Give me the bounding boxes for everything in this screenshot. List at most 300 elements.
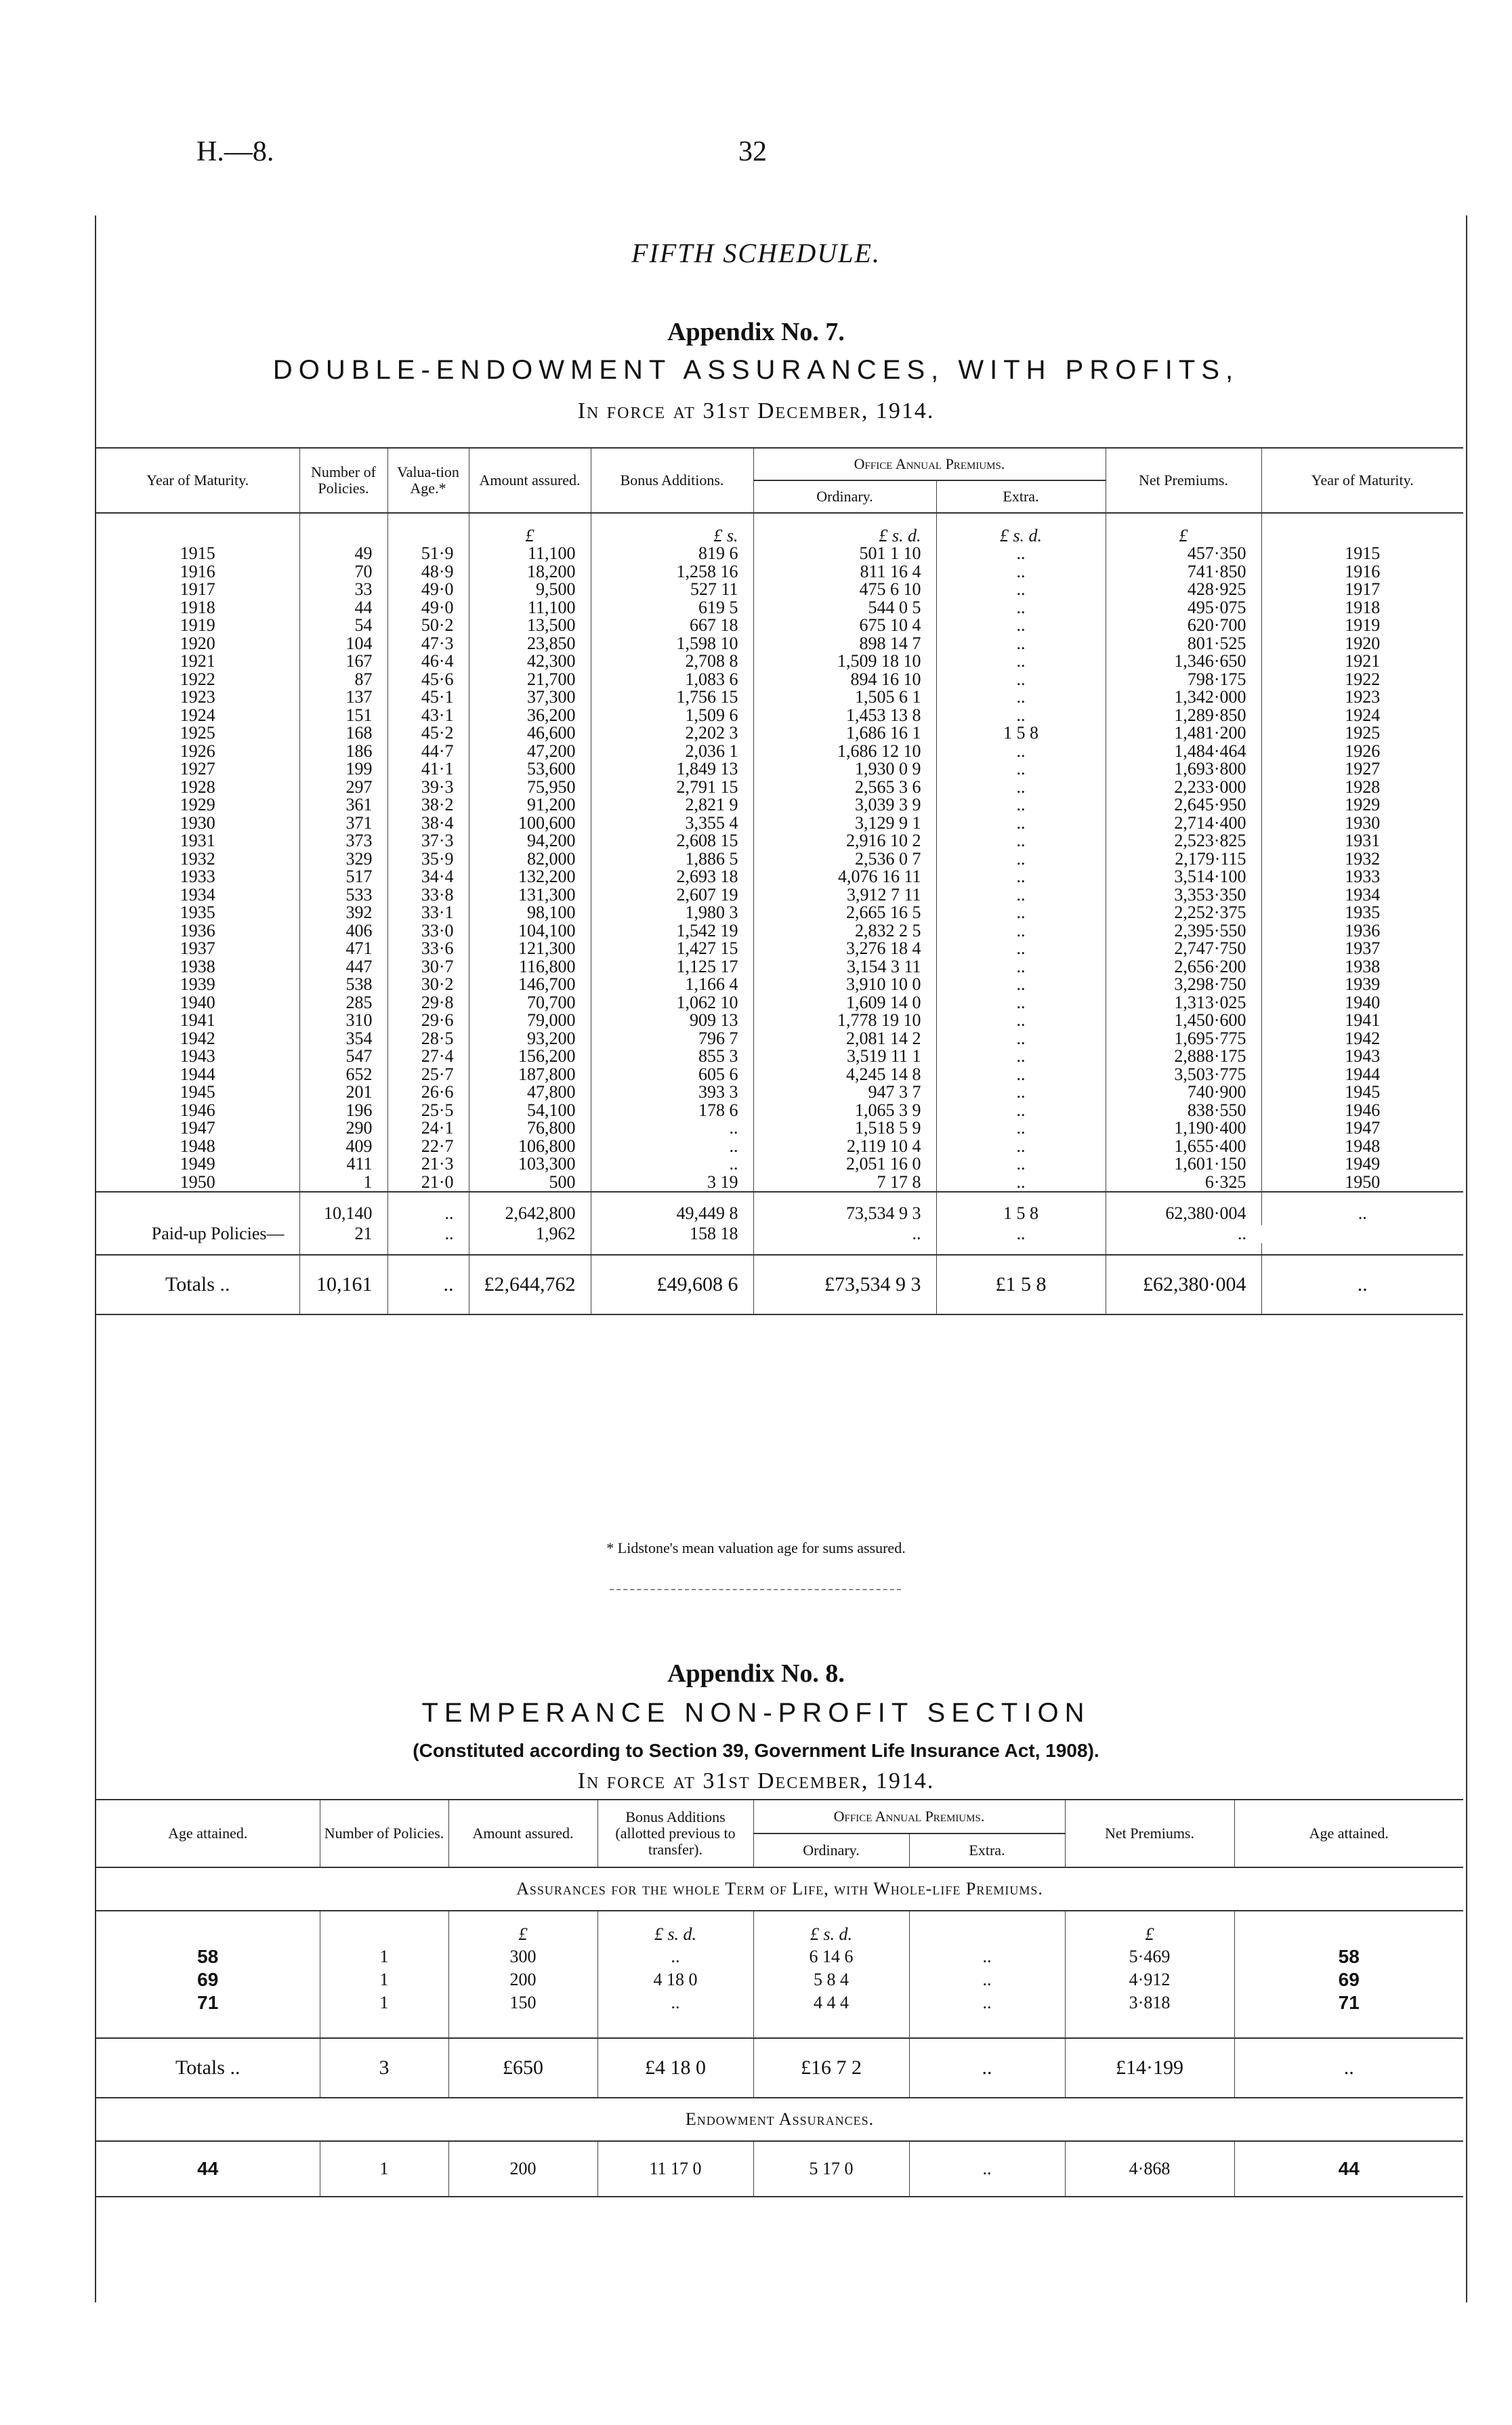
cell-net: 1,693·800 — [1106, 760, 1261, 779]
t8-totals-ordinary: £16 7 2 — [753, 2038, 909, 2098]
cell-year: 1923 — [180, 687, 215, 707]
appendix8-subtitle: In force at 31st December, 1914. — [577, 1768, 935, 1794]
col-net: Net Premiums. — [1106, 448, 1261, 513]
cell-amount: 13,500 — [469, 617, 591, 635]
cell-net: 495·075 — [1106, 599, 1261, 617]
cell-extra: .. — [936, 1012, 1106, 1030]
cell-ordinary: 3,276 18 4 — [753, 940, 936, 958]
t8-cell-amount: 200 — [448, 2141, 597, 2197]
subtotal-net: 62,380·004 — [1106, 1192, 1261, 1225]
cell-bonus: 2,693 18 — [591, 868, 753, 886]
cell-ordinary: 2,081 14 2 — [753, 1030, 936, 1048]
cell-ordinary: 1,930 0 9 — [753, 760, 936, 779]
cell-year-2: 1918 — [1261, 599, 1463, 617]
cell-ordinary: 1,509 18 10 — [753, 652, 936, 671]
cell-amount: 116,800 — [469, 958, 591, 976]
col-extra: Extra. — [936, 480, 1106, 513]
table-row — [96, 1066, 1463, 1084]
cell-valuation-age: 37·3 — [387, 832, 469, 850]
cell-year-2: 1947 — [1261, 1119, 1463, 1138]
cell-year-2: 1917 — [1261, 581, 1463, 599]
cell-extra: .. — [936, 1102, 1106, 1120]
table-row — [96, 743, 1463, 761]
cell-net: 838·550 — [1106, 1102, 1261, 1120]
cell-extra: .. — [936, 832, 1106, 850]
cell-year-2: 1940 — [1261, 994, 1463, 1012]
cell-year-2: 1927 — [1261, 760, 1463, 779]
t8-totals-bonus: £4 18 0 — [597, 2038, 753, 2098]
cell-ordinary: 811 16 4 — [753, 563, 936, 581]
cell-valuation-age: 33·1 — [387, 904, 469, 922]
cell-ordinary: 3,912 7 11 — [753, 886, 936, 905]
cell-ordinary: 2,916 10 2 — [753, 832, 936, 850]
cell-year-2: 1944 — [1261, 1066, 1463, 1084]
cell-amount: 46,600 — [469, 724, 591, 743]
t8-cell-net: 5·469 — [1065, 1945, 1234, 1968]
cell-valuation-age: 25·5 — [387, 1102, 469, 1120]
subtotal-policies: 10,140 — [299, 1192, 387, 1225]
cell-extra: .. — [936, 1138, 1106, 1156]
cell-valuation-age: 35·9 — [387, 850, 469, 869]
cell-net: 2,523·825 — [1106, 832, 1261, 850]
cell-extra: .. — [936, 688, 1106, 707]
cell-year: 1934 — [180, 884, 215, 905]
cell-year-2: 1921 — [1261, 652, 1463, 671]
cell-bonus: .. — [591, 1155, 753, 1174]
unit-bonus: £ s. — [591, 513, 753, 545]
cell-year-2: 1928 — [1261, 779, 1463, 797]
appendix8-table — [96, 1799, 1463, 2197]
paid-up-ordinary: .. — [753, 1225, 936, 1243]
cell-bonus: 2,202 3 — [591, 724, 753, 743]
cell-bonus: 667 18 — [591, 617, 753, 635]
cell-year-2: 1916 — [1261, 563, 1463, 581]
totals-net: £62,380·004 — [1106, 1255, 1261, 1314]
t8-totals-policies: 3 — [320, 2038, 448, 2098]
cell-amount: 98,100 — [469, 904, 591, 922]
cell-policies: 406 — [299, 922, 387, 940]
cell-ordinary: 2,119 10 4 — [753, 1138, 936, 1156]
cell-policies: 517 — [299, 868, 387, 886]
t8-cell-net: 4·868 — [1065, 2141, 1234, 2197]
cell-policies: 168 — [299, 724, 387, 743]
cell-year: 1937 — [180, 938, 215, 959]
cell-year: 1942 — [180, 1028, 215, 1048]
cell-ordinary: 3,910 10 0 — [753, 976, 936, 994]
cell-policies: 196 — [299, 1102, 387, 1120]
cell-ordinary: 898 14 7 — [753, 635, 936, 653]
cell-year: 1917 — [180, 579, 215, 600]
cell-extra: .. — [936, 868, 1106, 886]
cell-valuation-age: 39·3 — [387, 779, 469, 797]
cell-amount: 11,100 — [469, 599, 591, 617]
cell-year: 1921 — [180, 651, 215, 671]
col-bonus: Bonus Additions. — [591, 448, 753, 513]
cell-net: 620·700 — [1106, 617, 1261, 635]
t8-cell-extra: .. — [909, 1991, 1065, 2014]
cell-policies: 290 — [299, 1119, 387, 1138]
table-row — [96, 814, 1463, 833]
cell-year-2: 1923 — [1261, 688, 1463, 707]
col-year-2: Year of Maturity. — [1261, 448, 1463, 513]
cell-net: 1,289·850 — [1106, 707, 1261, 725]
cell-net: 798·175 — [1106, 671, 1261, 689]
unit-amount: £ — [469, 513, 591, 545]
cell-policies: 411 — [299, 1155, 387, 1174]
cell-extra: .. — [936, 1155, 1106, 1174]
t8-unit-amount: £ — [448, 1911, 597, 1945]
spacer-row — [96, 2014, 1463, 2038]
cell-net: 1,484·464 — [1106, 743, 1261, 761]
cell-year-2: 1924 — [1261, 707, 1463, 725]
cell-year-2: 1937 — [1261, 940, 1463, 958]
cell-bonus: 1,980 3 — [591, 904, 753, 922]
cell-bonus: 1,062 10 — [591, 994, 753, 1012]
cell-ordinary: 2,536 0 7 — [753, 850, 936, 869]
cell-valuation-age: 41·1 — [387, 760, 469, 779]
table-row — [96, 671, 1463, 689]
cell-valuation-age: 33·6 — [387, 940, 469, 958]
cell-amount: 23,850 — [469, 635, 591, 653]
cell-extra: .. — [936, 617, 1106, 635]
cell-year-2: 1949 — [1261, 1155, 1463, 1174]
cell-amount: 54,100 — [469, 1102, 591, 1120]
table-row — [96, 707, 1463, 725]
table-row — [96, 850, 1463, 869]
cell-ordinary: 2,665 16 5 — [753, 904, 936, 922]
cell-year: 1943 — [180, 1046, 215, 1066]
table-row — [96, 1174, 1463, 1193]
table-row — [96, 1945, 1463, 1968]
t8-cell-amount: 200 — [448, 1968, 597, 1991]
cell-year-2: 1922 — [1261, 671, 1463, 689]
cell-year: 1950 — [180, 1172, 215, 1192]
cell-amount: 82,000 — [469, 850, 591, 869]
cell-valuation-age: 47·3 — [387, 635, 469, 653]
cell-valuation-age: 26·6 — [387, 1083, 469, 1102]
t8-totals-label: Totals .. — [96, 2038, 320, 2098]
t8-col-number: Number of Policies. — [320, 1800, 448, 1867]
cell-amount: 11,100 — [469, 545, 591, 563]
totals-amount: £2,644,762 — [469, 1255, 591, 1314]
table-row — [96, 1119, 1463, 1138]
t8-cell-ordinary: 5 17 0 — [753, 2141, 909, 2197]
cell-year: 1920 — [180, 633, 215, 653]
cell-amount: 42,300 — [469, 652, 591, 671]
cell-year: 1926 — [180, 741, 215, 761]
t8-cell-ordinary: 4 4 4 — [753, 1991, 909, 2014]
cell-ordinary: 501 1 10 — [753, 545, 936, 563]
t8-cell-bonus: .. — [597, 1991, 753, 2014]
cell-policies: 533 — [299, 886, 387, 905]
totals-bonus: £49,608 6 — [591, 1255, 753, 1314]
cell-policies: 538 — [299, 976, 387, 994]
table-row — [96, 563, 1463, 581]
cell-valuation-age: 25·7 — [387, 1066, 469, 1084]
cell-year-2: 1938 — [1261, 958, 1463, 976]
table-row — [96, 1991, 1463, 2014]
table-row — [96, 1155, 1463, 1174]
cell-year: 1944 — [180, 1064, 215, 1084]
table-row — [96, 1102, 1463, 1120]
cell-ordinary: 2,565 3 6 — [753, 779, 936, 797]
cell-policies: 167 — [299, 652, 387, 671]
cell-net: 1,342·000 — [1106, 688, 1261, 707]
cell-ordinary: 3,154 3 11 — [753, 958, 936, 976]
cell-year: 1929 — [180, 795, 215, 815]
cell-year-2: 1925 — [1261, 724, 1463, 743]
cell-valuation-age: 51·9 — [387, 545, 469, 563]
cell-ordinary: 7 17 8 — [753, 1174, 936, 1193]
cell-bonus: 1,166 4 — [591, 976, 753, 994]
cell-valuation-age: 46·4 — [387, 652, 469, 671]
cell-amount: 79,000 — [469, 1012, 591, 1030]
endowment-band-label: Endowment Assurances. — [96, 2098, 1463, 2141]
appendix7-subtitle: In force at 31st December, 1914. — [577, 398, 935, 423]
subtotal-row — [96, 1192, 1463, 1225]
table-row — [96, 581, 1463, 599]
cell-net: 741·850 — [1106, 563, 1261, 581]
col-valuation-age: Valua-tion Age.* — [387, 448, 469, 513]
cell-bonus: 2,708 8 — [591, 652, 753, 671]
cell-policies: 285 — [299, 994, 387, 1012]
cell-policies: 409 — [299, 1138, 387, 1156]
cell-policies: 392 — [299, 904, 387, 922]
table-row — [96, 1012, 1463, 1030]
subtotal-extra: 1 5 8 — [936, 1192, 1106, 1225]
t8-cell-age: 69 — [197, 1969, 219, 1990]
cell-ordinary: 1,686 16 1 — [753, 724, 936, 743]
cell-amount: 47,800 — [469, 1083, 591, 1102]
cell-amount: 91,200 — [469, 796, 591, 814]
cell-valuation-age: 29·6 — [387, 1012, 469, 1030]
cell-extra: .. — [936, 581, 1106, 599]
cell-net: 428·925 — [1106, 581, 1261, 599]
cell-year: 1938 — [180, 956, 215, 976]
cell-bonus: 1,886 5 — [591, 850, 753, 869]
cell-bonus: 3,355 4 — [591, 814, 753, 833]
cell-amount: 9,500 — [469, 581, 591, 599]
cell-net: 2,656·200 — [1106, 958, 1261, 976]
table-row — [96, 617, 1463, 635]
schedule-title: FIFTH SCHEDULE. — [631, 238, 881, 268]
page-number: 32 — [738, 136, 767, 167]
cell-bonus: .. — [591, 1119, 753, 1138]
cell-net: 2,233·000 — [1106, 779, 1261, 797]
cell-year: 1945 — [180, 1082, 215, 1102]
page-header — [0, 136, 1512, 176]
appendix8-note: (Constituted according to Section 39, Government Life Insurance Act, 1908). — [413, 1740, 1099, 1761]
cell-year: 1941 — [180, 1010, 215, 1031]
cell-amount: 21,700 — [469, 671, 591, 689]
cell-extra: .. — [936, 563, 1106, 581]
endowment-band — [96, 2098, 1463, 2141]
totals-label: Totals .. — [96, 1255, 299, 1314]
cell-amount: 103,300 — [469, 1155, 591, 1174]
cell-bonus: 619 5 — [591, 599, 753, 617]
cell-year: 1949 — [180, 1154, 215, 1174]
cell-year: 1927 — [180, 759, 215, 779]
cell-valuation-age: 34·4 — [387, 868, 469, 886]
cell-valuation-age: 21·3 — [387, 1155, 469, 1174]
cell-extra: .. — [936, 796, 1106, 814]
cell-policies: 104 — [299, 635, 387, 653]
cell-valuation-age: 45·2 — [387, 724, 469, 743]
cell-extra: .. — [936, 940, 1106, 958]
cell-bonus: 1,427 15 — [591, 940, 753, 958]
cell-policies: 151 — [299, 707, 387, 725]
cell-extra: .. — [936, 671, 1106, 689]
cell-ordinary: 3,129 9 1 — [753, 814, 936, 833]
cell-valuation-age: 33·8 — [387, 886, 469, 905]
cell-net: 457·350 — [1106, 545, 1261, 563]
cell-ordinary: 894 16 10 — [753, 671, 936, 689]
t8-cell-age-2: 69 — [1234, 1968, 1463, 1991]
paid-up-policies: 21 — [299, 1225, 387, 1243]
cell-amount: 53,600 — [469, 760, 591, 779]
cell-year: 1919 — [180, 615, 215, 636]
cell-year: 1935 — [180, 903, 215, 923]
cell-valuation-age: 28·5 — [387, 1030, 469, 1048]
col-year: Year of Maturity. — [96, 448, 299, 513]
cell-extra: .. — [936, 1030, 1106, 1048]
t8-cell-ordinary: 5 8 4 — [753, 1968, 909, 1991]
cell-bonus: 2,036 1 — [591, 743, 753, 761]
table-row — [96, 724, 1463, 743]
cell-bonus: 1,598 10 — [591, 635, 753, 653]
cell-extra: .. — [936, 958, 1106, 976]
cell-valuation-age: 44·7 — [387, 743, 469, 761]
cell-valuation-age: 49·0 — [387, 599, 469, 617]
cell-bonus: 2,608 15 — [591, 832, 753, 850]
cell-extra: .. — [936, 707, 1106, 725]
table-row — [96, 976, 1463, 994]
totals-row — [96, 1255, 1463, 1314]
cell-year: 1940 — [180, 992, 215, 1012]
t8-cell-policies: 1 — [320, 1945, 448, 1968]
t8-totals-amount: £650 — [448, 2038, 597, 2098]
cell-year: 1931 — [180, 831, 215, 851]
cell-bonus: 2,821 9 — [591, 796, 753, 814]
subtotal-year-2: .. — [1261, 1192, 1463, 1225]
totals-ordinary: £73,534 9 3 — [753, 1255, 936, 1314]
cell-net: 1,450·600 — [1106, 1012, 1261, 1030]
cell-year-2: 1942 — [1261, 1030, 1463, 1048]
t8-cell-amount: 300 — [448, 1945, 597, 1968]
appendix8-title: TEMPERANCE NON-PROFIT SECTION — [421, 1698, 1091, 1728]
cell-valuation-age: 45·1 — [387, 688, 469, 707]
cell-bonus: 393 3 — [591, 1083, 753, 1102]
paid-up-amount: 1,962 — [469, 1225, 591, 1243]
cell-policies: 652 — [299, 1066, 387, 1084]
cell-amount: 36,200 — [469, 707, 591, 725]
cell-net: 3,503·775 — [1106, 1066, 1261, 1084]
t8-cell-policies: 1 — [320, 1991, 448, 2014]
cell-net: 801·525 — [1106, 635, 1261, 653]
table-row — [96, 545, 1463, 563]
subtotal-bonus: 49,449 8 — [591, 1192, 753, 1225]
cell-extra: .. — [936, 760, 1106, 779]
table-row — [96, 958, 1463, 976]
cell-policies: 33 — [299, 581, 387, 599]
cell-year-2: 1939 — [1261, 976, 1463, 994]
section-divider — [610, 1589, 901, 1590]
cell-net: 2,747·750 — [1106, 940, 1261, 958]
cell-policies: 186 — [299, 743, 387, 761]
table-row — [96, 994, 1463, 1012]
cell-year: 1936 — [180, 920, 215, 940]
cell-amount: 94,200 — [469, 832, 591, 850]
cell-net: 1,313·025 — [1106, 994, 1261, 1012]
cell-bonus: 3 19 — [591, 1174, 753, 1193]
appendix7-label: Appendix No. 7. — [667, 318, 845, 346]
t8-unit-ordinary: £ s. d. — [753, 1911, 909, 1945]
t8-col-ordinary: Ordinary. — [753, 1833, 909, 1867]
cell-amount: 100,600 — [469, 814, 591, 833]
cell-bonus: 796 7 — [591, 1030, 753, 1048]
cell-ordinary: 1,686 12 10 — [753, 743, 936, 761]
col-amount: Amount assured. — [469, 448, 591, 513]
table-row — [96, 635, 1463, 653]
cell-blank — [96, 1192, 299, 1225]
cell-valuation-age: 38·4 — [387, 814, 469, 833]
cell-amount: 47,200 — [469, 743, 591, 761]
table-row — [96, 1083, 1463, 1102]
cell-amount: 75,950 — [469, 779, 591, 797]
cell-valuation-age: 29·8 — [387, 994, 469, 1012]
cell-bonus: 1,125 17 — [591, 958, 753, 976]
table-row — [96, 796, 1463, 814]
cell-policies: 371 — [299, 814, 387, 833]
cell-valuation-age: 22·7 — [387, 1138, 469, 1156]
cell-year-2: 1926 — [1261, 743, 1463, 761]
cell-amount: 18,200 — [469, 563, 591, 581]
cell-year-2: 1945 — [1261, 1083, 1463, 1102]
cell-year-2: 1943 — [1261, 1048, 1463, 1066]
cell-valuation-age: 30·2 — [387, 976, 469, 994]
cell-ordinary: 1,505 6 1 — [753, 688, 936, 707]
cell-ordinary: 4,245 14 8 — [753, 1066, 936, 1084]
cell-valuation-age: 33·0 — [387, 922, 469, 940]
cell-valuation-age: 21·0 — [387, 1174, 469, 1193]
unit-extra: £ s. d. — [936, 513, 1106, 545]
cell-net: 1,346·650 — [1106, 652, 1261, 671]
cell-net: 2,252·375 — [1106, 904, 1261, 922]
cell-year-2: 1929 — [1261, 796, 1463, 814]
t8-cell-ordinary: 6 14 6 — [753, 1945, 909, 1968]
cell-year: 1924 — [180, 705, 215, 725]
t8-cell-bonus: 11 17 0 — [597, 2141, 753, 2197]
cell-amount: 104,100 — [469, 922, 591, 940]
t8-cell-age-2: 58 — [1234, 1945, 1463, 1968]
cell-year: 1930 — [180, 812, 215, 833]
t8-cell-age-2: 44 — [1234, 2141, 1463, 2197]
cell-net: 1,695·775 — [1106, 1030, 1261, 1048]
cell-net: 1,601·150 — [1106, 1155, 1261, 1174]
cell-year: 1915 — [180, 543, 215, 564]
cell-year: 1948 — [180, 1136, 215, 1156]
cell-bonus: 909 13 — [591, 1012, 753, 1030]
t8-totals-net: £14·199 — [1065, 2038, 1234, 2098]
cell-policies: 201 — [299, 1083, 387, 1102]
col-office-premiums: Office Annual Premiums. — [753, 448, 1106, 480]
cell-year: 1918 — [180, 597, 215, 617]
cell-policies: 547 — [299, 1048, 387, 1066]
cell-extra: .. — [936, 1083, 1106, 1102]
cell-ordinary: 3,519 11 1 — [753, 1048, 936, 1066]
subtotal-amount: 2,642,800 — [469, 1192, 591, 1225]
cell-net: 2,179·115 — [1106, 850, 1261, 869]
